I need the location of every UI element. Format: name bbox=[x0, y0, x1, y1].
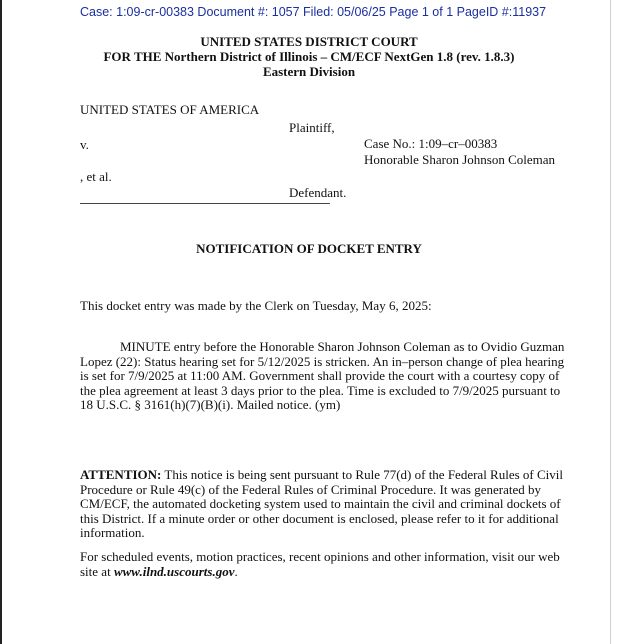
court-website-link[interactable]: www.ilnd.uscourts.gov bbox=[113, 563, 235, 579]
attention-notice bbox=[80, 468, 570, 541]
scheduled-events-notice bbox=[80, 550, 570, 579]
versus-label: v. bbox=[80, 137, 89, 152]
court-name: UNITED STATES DISTRICT COURT bbox=[200, 34, 418, 49]
defendant-name: , et al. bbox=[80, 169, 112, 184]
minute-entry-text: MINUTE entry before the Honorable Sharon Johnson Coleman as to Ovidio Guzman Lopez (22): Status hearing set for 5/12/2025 is stricken. An in–person change of plea hearing is set for 7/9/2025 at 11:00 AM. Government shall provide the court with a courtesy copy of the plea agreement at least 3 days prior to the plea. Time is excluded to 7/9/2025 pursuant to 18 U.S.C. § 3161(h)(7)(B)(i). Mailed notice. (ym) bbox=[80, 339, 565, 412]
defendant-label: Defendant. bbox=[289, 185, 347, 200]
attention-label: ATTENTION: bbox=[80, 467, 162, 482]
judge-name: Honorable Sharon Johnson Coleman bbox=[364, 152, 556, 167]
entry-intro: This docket entry was made by the Clerk on Tuesday, May 6, 2025: bbox=[80, 298, 432, 313]
page-right-border bbox=[610, 0, 611, 644]
case-number: Case No.: 1:09–cr–00383 bbox=[364, 136, 498, 151]
court-division: Eastern Division bbox=[262, 64, 356, 79]
filing-header-stamp: Case: 1:09-cr-00383 Document #: 1057 Filed: 05/06/25 Page 1 of 1 PageID #:11937 bbox=[80, 5, 547, 19]
caption-divider bbox=[80, 203, 330, 204]
plaintiff-name: UNITED STATES OF AMERICA bbox=[80, 102, 260, 117]
court-district: FOR THE Northern District of Illinois – CM/ECF NextGen 1.8 (rev. 1.8.3) bbox=[103, 49, 515, 64]
page-left-border bbox=[0, 0, 2, 644]
plaintiff-label: Plaintiff, bbox=[289, 120, 335, 135]
attention-text: This notice is being sent pursuant to Rule 77(d) of the Federal Rules of Civil Procedure or Rule 49(c) of the Federal Rules of Criminal Procedure. It was generated by CM/ECF, the automated docketing system used to maintain the civil and criminal dockets of this District. If a minute order or other document is enclosed, please refer to it for additional information. bbox=[80, 467, 564, 540]
document-title: NOTIFICATION OF DOCKET ENTRY bbox=[196, 241, 422, 256]
scheduled-period: . bbox=[234, 563, 238, 579]
scheduled-text: For scheduled events, motion practices, recent opinions and other information, visit our web site at bbox=[80, 549, 560, 579]
